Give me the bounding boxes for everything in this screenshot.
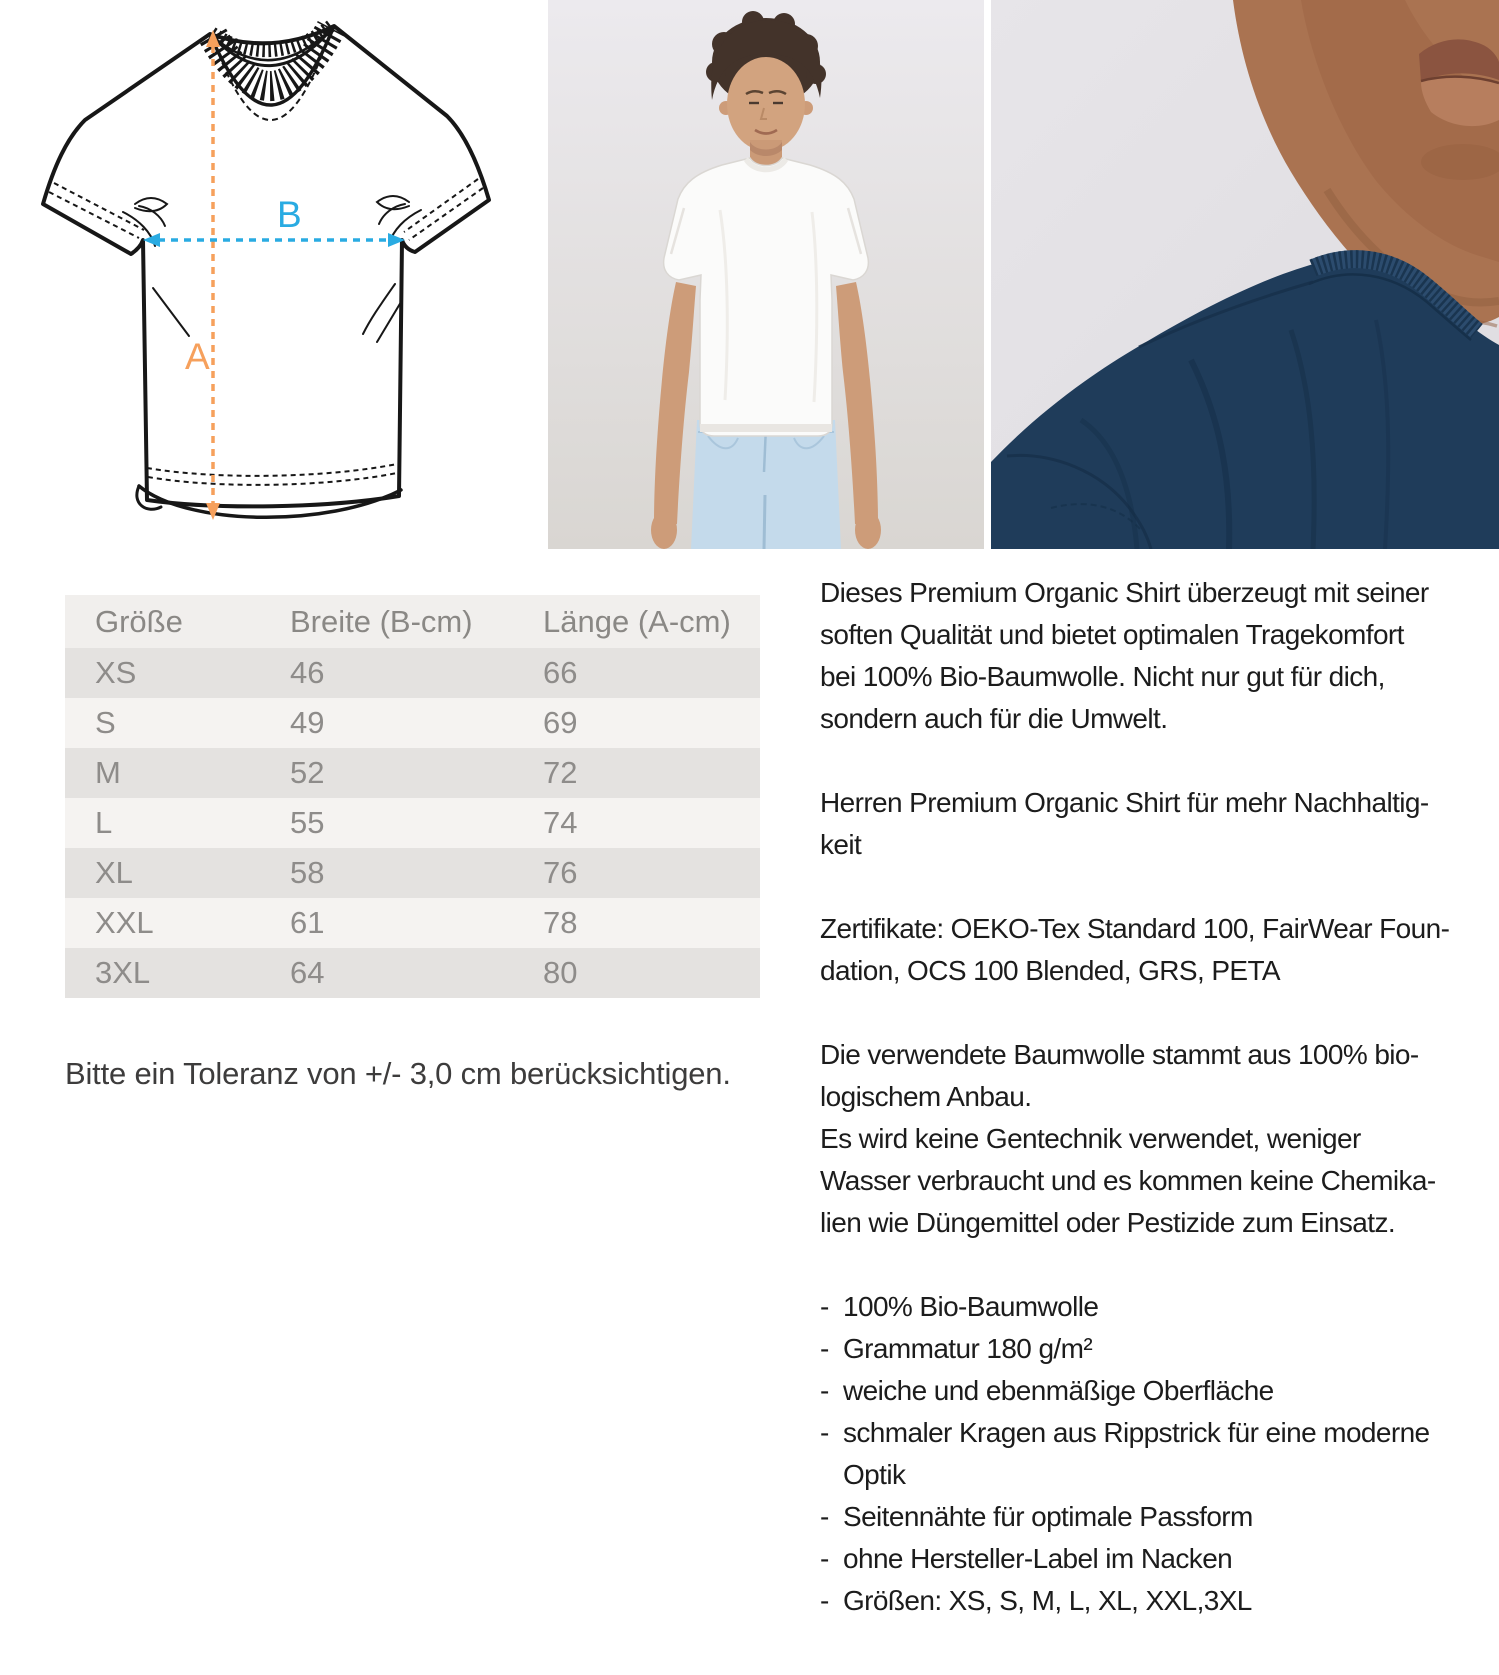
text-line: lien wie Düngemittel oder Pestizide zum Einsatz. (820, 1207, 1396, 1238)
size-cell: XXL (95, 905, 154, 940)
bullet-text: Seitennähte für optimale Passform (843, 1501, 1253, 1532)
text-line: keit (820, 829, 862, 860)
bullet-item (820, 1286, 1488, 1328)
text-line: Die verwendete Baumwolle stammt aus 100% bio- (820, 1039, 1419, 1070)
size-diagram (27, 0, 497, 540)
width-cell: 58 (290, 855, 325, 890)
bullet-item (820, 1370, 1488, 1412)
text-line: Zertifikate: OEKO-Tex Standard 100, FairWear Foun- (820, 913, 1450, 944)
table-row (65, 948, 760, 998)
bullet-text: Größen: XS, S, M, L, XL, XXL,3XL (843, 1585, 1252, 1616)
width-label: B (277, 194, 302, 235)
col-header-groesse: Größe (95, 603, 183, 639)
bullet-item (820, 1412, 1488, 1454)
bullet-dash: - (820, 1501, 829, 1532)
bullet-text: schmaler Kragen aus Rippstrick für eine moderne (843, 1417, 1430, 1448)
length-cell: 74 (543, 805, 578, 840)
size-table-header-row (65, 595, 760, 648)
size-cell: XL (95, 855, 133, 890)
bullet-item-wrap-line (820, 1454, 1488, 1496)
col-header-laenge: Länge (A-cm) (543, 603, 731, 639)
bullet-dash (820, 1454, 843, 1496)
bullet-item (820, 1328, 1488, 1370)
text-line: Wasser verbraucht und es kommen keine Chemika- (820, 1165, 1436, 1196)
description-paragraph (820, 782, 1488, 866)
length-label: A (185, 336, 210, 377)
length-cell: 78 (543, 905, 578, 940)
width-cell: 61 (290, 905, 325, 940)
width-cell: 64 (290, 955, 325, 990)
table-row (65, 698, 760, 748)
bullet-dash: - (820, 1291, 829, 1322)
bullet-text: 100% Bio-Baumwolle (843, 1291, 1099, 1322)
feature-list (820, 1286, 1488, 1622)
tshirt-outline (43, 26, 489, 506)
text-line: bei 100% Bio-Baumwolle. Nicht nur gut für dich, (820, 661, 1385, 692)
bullet-dash: - (820, 1375, 829, 1406)
width-cell: 49 (290, 705, 325, 740)
table-row (65, 648, 760, 698)
table-row (65, 748, 760, 798)
size-cell: XS (95, 655, 137, 690)
table-row (65, 798, 760, 848)
size-cell: M (95, 755, 121, 790)
bullet-dash: - (820, 1585, 829, 1616)
length-cell: 76 (543, 855, 578, 890)
table-row (65, 848, 760, 898)
text-line: sondern auch für die Umwelt. (820, 703, 1168, 734)
text-line: Es wird keine Gentechnik verwendet, weniger (820, 1123, 1361, 1154)
size-cell: L (95, 805, 113, 840)
text-line: Herren Premium Organic Shirt für mehr Nachhaltig- (820, 787, 1429, 818)
model-photo (548, 0, 984, 549)
length-cell: 66 (543, 655, 578, 690)
size-cell: S (95, 705, 116, 740)
length-cell: 72 (543, 755, 578, 790)
size-cell: 3XL (95, 955, 151, 990)
width-cell: 52 (290, 755, 325, 790)
bullet-text: weiche und ebenmäßige Oberfläche (843, 1375, 1274, 1406)
bullet-item (820, 1580, 1488, 1622)
tolerance-note: Bitte ein Toleranz von +/- 3,0 cm berücksichtigen. (65, 1056, 731, 1091)
bullet-item (820, 1538, 1488, 1580)
product-description (820, 572, 1488, 1622)
text-line: logischem Anbau. (820, 1081, 1032, 1112)
bullet-item (820, 1496, 1488, 1538)
text-line: Dieses Premium Organic Shirt überzeugt mit seiner (820, 577, 1429, 608)
bullet-text: ohne Hersteller-Label im Nacken (843, 1543, 1233, 1574)
bullet-dash: - (820, 1417, 829, 1448)
bullet-text: Optik (843, 1459, 906, 1490)
description-paragraph (820, 572, 1488, 740)
col-header-breite: Breite (B-cm) (290, 603, 473, 639)
bullet-dash: - (820, 1333, 829, 1364)
bullet-text: Grammatur 180 g/m² (843, 1333, 1093, 1364)
description-paragraph (820, 1034, 1488, 1244)
text-line: soften Qualität und bietet optimalen Tragekomfort (820, 619, 1404, 650)
width-cell: 55 (290, 805, 325, 840)
length-cell: 80 (543, 955, 578, 990)
text-line: dation, OCS 100 Blended, GRS, PETA (820, 955, 1281, 986)
closeup-photo (991, 0, 1499, 549)
length-cell: 69 (543, 705, 578, 740)
width-cell: 46 (290, 655, 325, 690)
description-paragraph (820, 908, 1488, 992)
size-table (65, 595, 760, 998)
table-row (65, 898, 760, 948)
bullet-dash: - (820, 1543, 829, 1574)
